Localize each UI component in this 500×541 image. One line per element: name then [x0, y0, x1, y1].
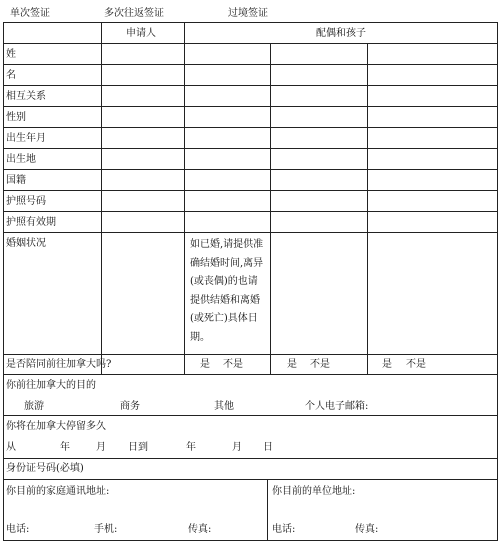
accompany-spouse-no[interactable]: 不是: [223, 359, 243, 370]
stay-question: 你将在加拿大停留多久: [6, 421, 106, 432]
child2-surname-field[interactable]: [368, 44, 497, 64]
stay-month2-label: 月: [232, 442, 242, 453]
child1-surname-field[interactable]: [271, 44, 367, 64]
applicant-marital-field[interactable]: [102, 233, 184, 354]
stay-month1-label: 月: [96, 442, 106, 453]
marital-note-line: 如已婚,请提供准: [190, 239, 264, 250]
visa-type-transit: 过境签证: [228, 8, 268, 19]
row-label-relationship: 相互关系: [6, 91, 46, 102]
row-label-birthplace: 出生地: [6, 154, 36, 165]
accompany-question: 是否陪同前往加拿大吗?: [6, 359, 112, 370]
visa-type-single: 单次签证: [10, 8, 50, 19]
marital-note-line: (或死亡)具体日: [190, 313, 258, 324]
stay-year2-label: 年: [186, 442, 196, 453]
row-label-marital-status: 婚姻状况: [6, 238, 46, 249]
accompany-child2-yes[interactable]: 是: [382, 359, 392, 370]
accompany-child1-no[interactable]: 不是: [310, 359, 330, 370]
purpose-option-tourism[interactable]: 旅游: [24, 401, 44, 412]
accompany-spouse-yes[interactable]: 是: [200, 359, 210, 370]
spouse-surname-field[interactable]: [185, 44, 270, 64]
row-label-birth-date: 出生年月: [6, 133, 46, 144]
column-header-spouse-children: 配偶和孩子: [316, 28, 366, 39]
stay-year1-label: 年: [60, 442, 70, 453]
child2-marital-field[interactable]: [368, 233, 497, 354]
row-label-given-name: 名: [6, 70, 16, 81]
stay-day2-label: 日: [263, 442, 273, 453]
row-label-passport-number: 护照号码: [6, 196, 46, 207]
marital-note-line: 期。: [190, 331, 210, 343]
email-label: 个人电子邮箱:: [305, 401, 369, 412]
stay-day-to-label: 日到: [128, 442, 148, 453]
marital-note-line: 确结婚时间,离异: [190, 257, 264, 269]
home-mobile-label: 手机:: [94, 524, 118, 535]
home-fax-label: 传真:: [188, 524, 212, 535]
purpose-option-business[interactable]: 商务: [120, 401, 140, 412]
id-number-label: 身份证号码(必填): [6, 463, 84, 474]
marital-note-line: (或丧偶)的也请: [190, 276, 258, 287]
row-label-passport-expiry: 护照有效期: [6, 217, 56, 228]
stay-from-label: 从: [6, 442, 16, 453]
home-address-label: 你目前的家庭通讯地址:: [6, 486, 110, 497]
column-header-applicant: 申请人: [126, 28, 156, 39]
row-label-gender: 性别: [6, 112, 26, 123]
row-label-nationality: 国籍: [6, 175, 26, 186]
accompany-child1-yes[interactable]: 是: [287, 359, 297, 370]
work-fax-label: 传真:: [355, 524, 379, 535]
purpose-question: 你前往加拿大的目的: [6, 380, 96, 391]
purpose-option-other[interactable]: 其他: [214, 401, 234, 412]
child1-marital-field[interactable]: [271, 233, 367, 354]
home-phone-label: 电话:: [6, 524, 30, 535]
work-address-label: 你目前的单位地址:: [272, 486, 356, 497]
work-phone-label: 电话:: [272, 524, 296, 535]
applicant-surname-field[interactable]: [102, 44, 184, 64]
marital-note-line: 提供结婚和离婚: [190, 294, 260, 306]
marital-status-note: [190, 236, 266, 347]
row-label-surname: 姓: [6, 49, 16, 60]
accompany-child2-no[interactable]: 不是: [406, 359, 426, 370]
visa-type-multiple: 多次往返签证: [104, 8, 164, 19]
